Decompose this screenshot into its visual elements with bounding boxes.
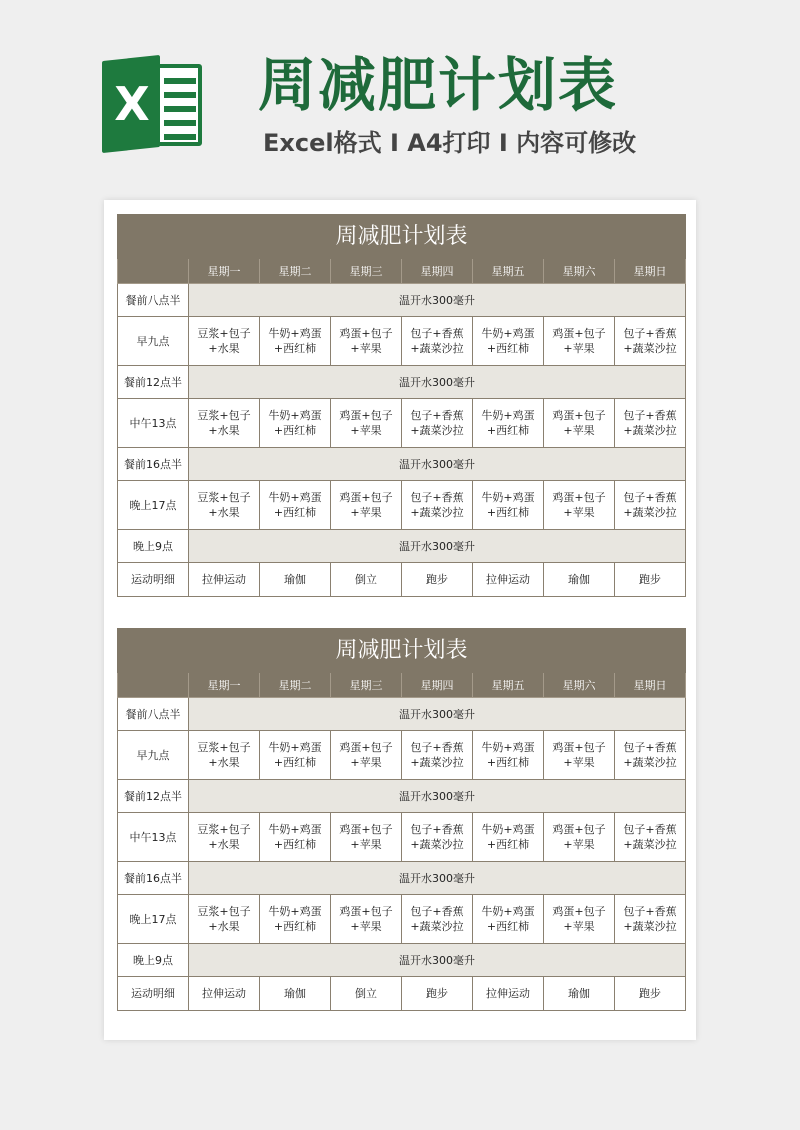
table-row <box>118 862 686 895</box>
water-cell: 温开水300毫升 <box>189 284 686 317</box>
water-cell: 温开水300毫升 <box>189 530 686 563</box>
row-label: 餐前12点半 <box>118 780 189 813</box>
meal-cell: 牛奶+鸡蛋+西红柿 <box>260 399 331 448</box>
meal-cell: 牛奶+鸡蛋+西红柿 <box>473 481 544 530</box>
water-cell: 温开水300毫升 <box>189 862 686 895</box>
weekday-header: 星期日 <box>615 673 686 698</box>
row-label: 晚上17点 <box>118 895 189 944</box>
table-title: 周减肥计划表 <box>118 629 686 673</box>
meal-cell: 牛奶+鸡蛋+西红柿 <box>260 895 331 944</box>
sport-cell: 倒立 <box>331 977 402 1011</box>
meal-cell: 豆浆+包子+水果 <box>189 731 260 780</box>
sport-cell: 跑步 <box>615 977 686 1011</box>
row-label: 餐前八点半 <box>118 698 189 731</box>
table-row <box>118 448 686 481</box>
weekday-header: 星期六 <box>544 259 615 284</box>
table-row <box>118 698 686 731</box>
meal-cell: 鸡蛋+包子+苹果 <box>544 895 615 944</box>
logo-letter: X <box>114 77 150 131</box>
meal-cell: 包子+香蕉+蔬菜沙拉 <box>615 813 686 862</box>
table-title-row <box>118 215 686 259</box>
row-label: 餐前16点半 <box>118 862 189 895</box>
weekday-header: 星期三 <box>331 259 402 284</box>
meal-cell: 豆浆+包子+水果 <box>189 813 260 862</box>
page-subtitle: Excel格式 I A4打印 I 内容可修改 <box>263 129 637 157</box>
meal-cell: 包子+香蕉+蔬菜沙拉 <box>615 317 686 366</box>
corner-cell <box>118 259 189 284</box>
row-label: 晚上9点 <box>118 944 189 977</box>
table-row <box>118 977 686 1011</box>
meal-cell: 包子+香蕉+蔬菜沙拉 <box>402 481 473 530</box>
weekday-header: 星期二 <box>260 673 331 698</box>
table-row <box>118 944 686 977</box>
meal-cell: 鸡蛋+包子+苹果 <box>331 399 402 448</box>
meal-cell: 牛奶+鸡蛋+西红柿 <box>260 481 331 530</box>
sport-cell: 瑜伽 <box>260 563 331 597</box>
meal-cell: 牛奶+鸡蛋+西红柿 <box>260 813 331 862</box>
excel-logo-icon <box>102 58 204 150</box>
water-cell: 温开水300毫升 <box>189 448 686 481</box>
corner-cell <box>118 673 189 698</box>
meal-cell: 鸡蛋+包子+苹果 <box>544 399 615 448</box>
sport-cell: 跑步 <box>615 563 686 597</box>
meal-cell: 鸡蛋+包子+苹果 <box>331 481 402 530</box>
meal-cell: 包子+香蕉+蔬菜沙拉 <box>615 399 686 448</box>
table-row <box>118 895 686 944</box>
meal-cell: 豆浆+包子+水果 <box>189 399 260 448</box>
meal-cell: 豆浆+包子+水果 <box>189 481 260 530</box>
weekly-plan-table <box>117 214 686 597</box>
row-label: 中午13点 <box>118 813 189 862</box>
weekday-header: 星期四 <box>402 259 473 284</box>
sport-cell: 瑜伽 <box>544 563 615 597</box>
sport-cell: 跑步 <box>402 563 473 597</box>
water-cell: 温开水300毫升 <box>189 366 686 399</box>
weekday-header: 星期二 <box>260 259 331 284</box>
page-header <box>0 0 800 190</box>
meal-cell: 豆浆+包子+水果 <box>189 317 260 366</box>
meal-cell: 鸡蛋+包子+苹果 <box>544 481 615 530</box>
meal-cell: 鸡蛋+包子+苹果 <box>331 317 402 366</box>
meal-cell: 牛奶+鸡蛋+西红柿 <box>473 399 544 448</box>
weekday-header: 星期五 <box>473 259 544 284</box>
row-label: 餐前八点半 <box>118 284 189 317</box>
meal-cell: 包子+香蕉+蔬菜沙拉 <box>615 895 686 944</box>
weekday-header: 星期四 <box>402 673 473 698</box>
meal-cell: 鸡蛋+包子+苹果 <box>544 731 615 780</box>
meal-cell: 鸡蛋+包子+苹果 <box>331 813 402 862</box>
meal-cell: 包子+香蕉+蔬菜沙拉 <box>402 399 473 448</box>
weekday-header: 星期一 <box>189 673 260 698</box>
row-label: 运动明细 <box>118 977 189 1011</box>
sport-cell: 拉伸运动 <box>189 563 260 597</box>
table-row <box>118 366 686 399</box>
page-title: 周减肥计划表 <box>258 51 619 119</box>
meal-cell: 包子+香蕉+蔬菜沙拉 <box>402 731 473 780</box>
weekday-header: 星期三 <box>331 673 402 698</box>
sport-cell: 瑜伽 <box>544 977 615 1011</box>
meal-cell: 包子+香蕉+蔬菜沙拉 <box>615 481 686 530</box>
weekday-header-row <box>118 673 686 698</box>
sport-cell: 拉伸运动 <box>473 977 544 1011</box>
meal-cell: 鸡蛋+包子+苹果 <box>331 731 402 780</box>
table-row <box>118 284 686 317</box>
weekday-header: 星期日 <box>615 259 686 284</box>
meal-cell: 包子+香蕉+蔬菜沙拉 <box>615 731 686 780</box>
meal-cell: 牛奶+鸡蛋+西红柿 <box>473 813 544 862</box>
water-cell: 温开水300毫升 <box>189 698 686 731</box>
sport-cell: 拉伸运动 <box>473 563 544 597</box>
meal-cell: 鸡蛋+包子+苹果 <box>544 813 615 862</box>
meal-cell: 包子+香蕉+蔬菜沙拉 <box>402 813 473 862</box>
sport-cell: 倒立 <box>331 563 402 597</box>
meal-cell: 鸡蛋+包子+苹果 <box>331 895 402 944</box>
table-row <box>118 317 686 366</box>
weekday-header: 星期五 <box>473 673 544 698</box>
table-title: 周减肥计划表 <box>118 215 686 259</box>
row-label: 餐前16点半 <box>118 448 189 481</box>
meal-cell: 鸡蛋+包子+苹果 <box>544 317 615 366</box>
table-row <box>118 399 686 448</box>
sport-cell: 拉伸运动 <box>189 977 260 1011</box>
table-row <box>118 563 686 597</box>
sport-cell: 瑜伽 <box>260 977 331 1011</box>
meal-cell: 牛奶+鸡蛋+西红柿 <box>260 731 331 780</box>
weekday-header: 星期六 <box>544 673 615 698</box>
table-title-row <box>118 629 686 673</box>
sport-cell: 跑步 <box>402 977 473 1011</box>
weekday-header-row <box>118 259 686 284</box>
row-label: 早九点 <box>118 731 189 780</box>
meal-cell: 包子+香蕉+蔬菜沙拉 <box>402 317 473 366</box>
table-row <box>118 530 686 563</box>
row-label: 中午13点 <box>118 399 189 448</box>
meal-cell: 牛奶+鸡蛋+西红柿 <box>260 317 331 366</box>
weekday-header: 星期一 <box>189 259 260 284</box>
table-row <box>118 780 686 813</box>
water-cell: 温开水300毫升 <box>189 780 686 813</box>
water-cell: 温开水300毫升 <box>189 944 686 977</box>
meal-cell: 牛奶+鸡蛋+西红柿 <box>473 895 544 944</box>
row-label: 运动明细 <box>118 563 189 597</box>
table-row <box>118 481 686 530</box>
table-row <box>118 813 686 862</box>
meal-cell: 牛奶+鸡蛋+西红柿 <box>473 317 544 366</box>
row-label: 餐前12点半 <box>118 366 189 399</box>
table-row <box>118 731 686 780</box>
meal-cell: 包子+香蕉+蔬菜沙拉 <box>402 895 473 944</box>
meal-cell: 豆浆+包子+水果 <box>189 895 260 944</box>
row-label: 早九点 <box>118 317 189 366</box>
row-label: 晚上9点 <box>118 530 189 563</box>
row-label: 晚上17点 <box>118 481 189 530</box>
weekly-plan-table <box>117 628 686 1011</box>
meal-cell: 牛奶+鸡蛋+西红柿 <box>473 731 544 780</box>
